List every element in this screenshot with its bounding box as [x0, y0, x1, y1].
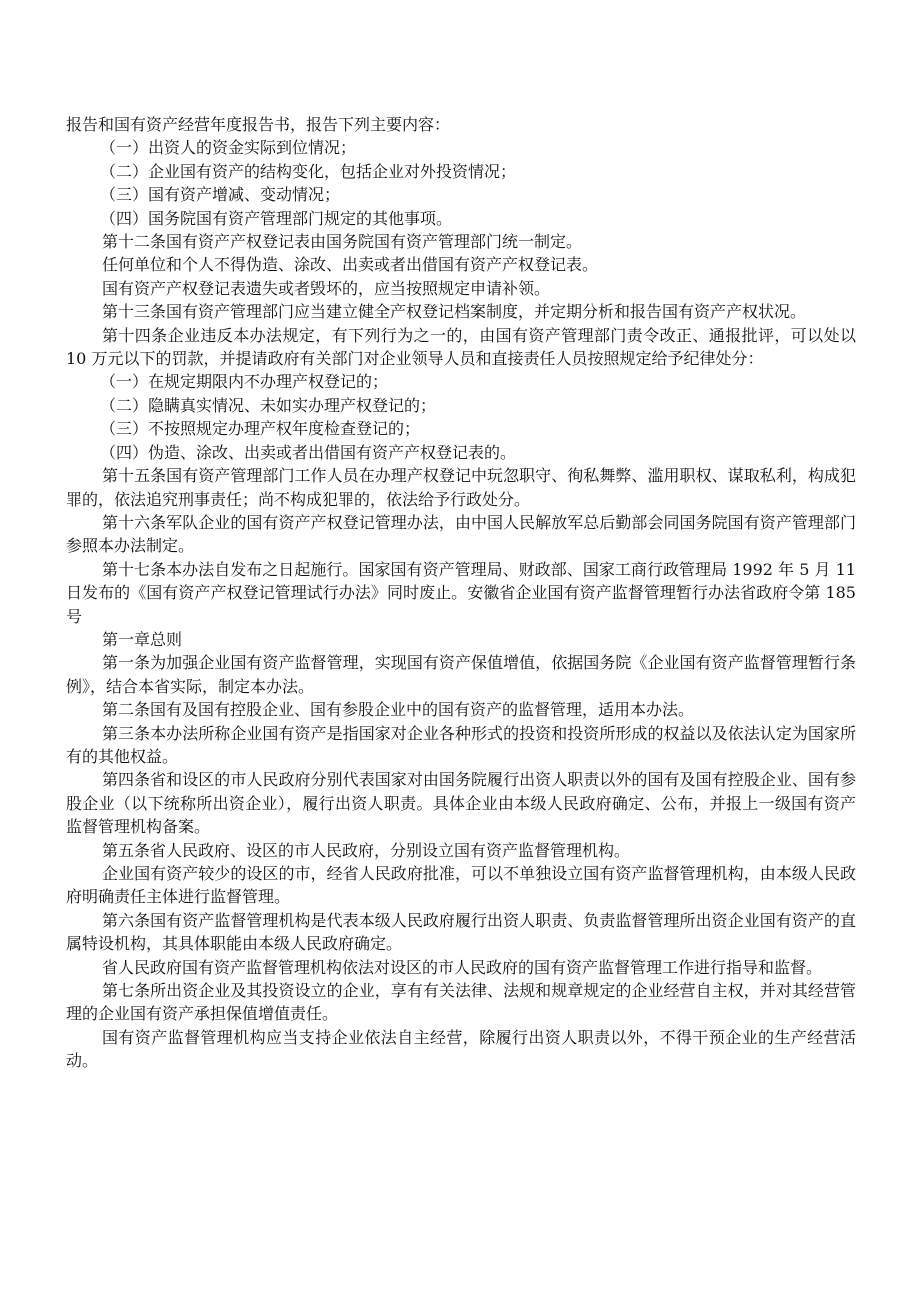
paragraph: （一）出资人的资金实际到位情况； — [100, 138, 357, 158]
paragraph: 第一条为加强企业国有资产监督管理，实现国有资产保值增值，依据国务院《企业国有资产监督管理暂行条例》，结合本省实际，制定本办法。 — [66, 653, 856, 696]
paragraph: 第六条国有资产监督管理机构是代表本级人民政府履行出资人职责、负责监督管理所出资企业国有资产的直属特设机构，其具体职能由本级人民政府确定。 — [66, 910, 856, 954]
paragraph: （四）伪造、涂改、出卖或者出借国有资产产权登记表的。 — [100, 442, 517, 462]
paragraph: （一）在规定期限内不办理产权登记的； — [100, 372, 389, 392]
document-body — [66, 113, 856, 1073]
paragraph: 第三条本办法所称企业国有资产是指国家对企业各种形式的投资和投资所形成的权益以及依法认定为国家所有的其他权益。 — [66, 723, 856, 766]
paragraph: （三）国有资产增减、变动情况； — [100, 185, 341, 205]
paragraph: 任何单位和个人不得伪造、涂改、出卖或者出借国有资产产权登记表。 — [102, 255, 599, 275]
paragraph: 第二条国有及国有控股企业、国有参股企业中的国有资产的监督管理，适用本办法。 — [102, 700, 695, 720]
paragraph: 第四条省和设区的市人民政府分别代表国家对由国务院履行出资人职责以外的国有及国有控股企业、国有参股企业（以下统称所出资企业），履行出资人职责。具体企业由本级人民政府确定、公布，并报上一级国有资产监督管理机构备案。 — [66, 770, 856, 837]
paragraph: （二）企业国有资产的结构变化，包括企业对外投资情况； — [100, 161, 517, 181]
paragraph: 报告和国有资产经营年度报告书，报告下列主要内容： — [66, 115, 451, 134]
paragraph: 第十三条国有资产管理部门应当建立健全产权登记档案制度，并定期分析和报告国有资产产权状况。 — [102, 302, 807, 322]
paragraph: 第十六条军队企业的国有资产产权登记管理办法，由中国人民解放军总后勤部会同国务院国有资产管理部门参照本办法制定。 — [66, 512, 856, 556]
paragraph: 企业国有资产较少的设区的市，经省人民政府批准，可以不单独设立国有资产监督管理机构，由本级人民政府明确责任主体进行监督管理。 — [66, 864, 856, 907]
paragraph: 第十七条本办法自发布之日起施行。国家国有资产管理局、财政部、国家工商行政管理局 1992 年 5 月 11 日发布的《国有资产产权登记管理试行办法》同时废止。安徽省企业国有资产监督管理暂行办法省政府令第 185 号 — [66, 559, 856, 626]
paragraph: 国有资产产权登记表遗失或者毁坏的，应当按照规定申请补领。 — [102, 278, 551, 298]
paragraph: （二）隐瞒真实情况、未如实办理产权登记的； — [100, 395, 437, 415]
paragraph: 第十二条国有资产产权登记表由国务院国有资产管理部门统一制定。 — [102, 232, 583, 252]
paragraph: 第十四条企业违反本办法规定，有下列行为之一的，由国有资产管理部门责令改正、通报批评，可以处以 10 万元以下的罚款，并提请政府有关部门对企业领导人员和直接责任人员按照规定给予纪律处分： — [66, 325, 856, 369]
paragraph: 第十五条国有资产管理部门工作人员在办理产权登记中玩忽职守、徇私舞弊、滥用职权、谋取私利，构成犯罪的，依法追究刑事责任；尚不构成犯罪的，依法给予行政处分。 — [66, 466, 856, 509]
paragraph: 第一章总则 — [102, 629, 183, 649]
paragraph: 第七条所出资企业及其投资设立的企业，享有有关法律、法规和规章规定的企业经营自主权，并对其经营管理的企业国有资产承担保值增值责任。 — [66, 981, 856, 1024]
paragraph: 国有资产监督管理机构应当支持企业依法自主经营，除履行出资人职责以外，不得干预企业的生产经营活动。 — [66, 1027, 856, 1071]
paragraph: （三）不按照规定办理产权年度检查登记的； — [100, 419, 421, 439]
paragraph: （四）国务院国有资产管理部门规定的其他事项。 — [100, 208, 453, 228]
paragraph: 省人民政府国有资产监督管理机构依法对设区的市人民政府的国有资产监督管理工作进行指导和监督。 — [102, 957, 823, 977]
paragraph: 第五条省人民政府、设区的市人民政府，分别设立国有资产监督管理机构。 — [102, 840, 631, 860]
